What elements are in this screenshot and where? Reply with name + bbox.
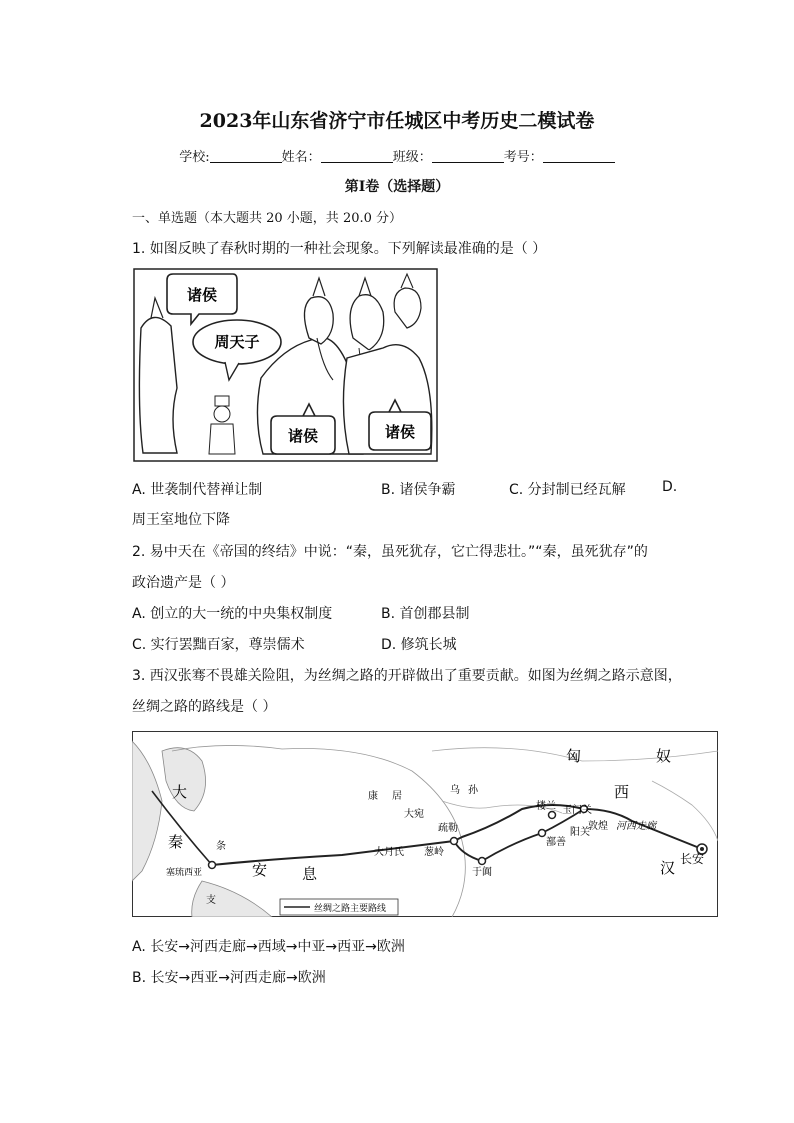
q1-option-d[interactable]: D. (662, 479, 678, 495)
q1-option-b[interactable]: B. 诸侯争霸 (381, 482, 456, 498)
map-legend-label: 丝绸之路主要路线 (314, 904, 387, 914)
map-label-qin: 秦 (168, 833, 184, 851)
map-label-yumenguan: 玉门关 (562, 805, 592, 816)
exam-title: 2023年山东省济宁市任城区中考历史二模试卷 (199, 110, 595, 132)
silk-road-map (132, 731, 718, 917)
map-label-tiao: 条 (216, 841, 226, 852)
map-label-dunhuang: 敦煌 (588, 821, 608, 832)
map-label-xi-region: 西 (614, 783, 630, 801)
section-title: 第I卷（选择题） (344, 179, 450, 195)
question-2-stem-line1: 2. 易中天在《帝国的终结》中说：“秦，虽死犹存，它亡得悲壮。”“秦，虽死犹存”的 (132, 544, 648, 560)
class-blank[interactable] (432, 150, 504, 163)
cartoon-label-top: 诸侯 (186, 286, 218, 304)
exam-no-label: 考号： (503, 150, 543, 165)
question-3-stem-line2: 丝绸之路的路线是（ ） (132, 699, 277, 715)
map-label-shule: 疏勒 (438, 823, 458, 834)
q2-option-d[interactable]: D. 修筑长城 (381, 637, 457, 653)
name-label: 姓名： (281, 150, 321, 165)
cartoon-label-bottom-right: 诸侯 (384, 423, 416, 441)
question-1-cartoon (133, 268, 438, 462)
map-label-dawan: 大宛 (404, 809, 424, 820)
school-blank[interactable] (210, 150, 282, 163)
map-label-xi: 息 (302, 865, 318, 883)
exam-no-blank[interactable] (543, 150, 615, 163)
map-label-han: 汉 (660, 859, 676, 877)
cartoon-label-bottom-left: 诸侯 (287, 427, 319, 445)
q1-option-d-text[interactable]: 周王室地位下降 (132, 512, 230, 528)
map-label-da: 大 (172, 783, 188, 801)
school-label: 学校: (179, 150, 210, 165)
map-label-hexi: 河西走廊 (616, 821, 656, 832)
map-label-loulan: 楼兰 (536, 801, 556, 812)
student-info-line (0, 146, 794, 165)
cartoon-label-center: 周天子 (214, 333, 260, 351)
q2-option-c[interactable]: C. 实行罢黜百家，尊崇儒术 (132, 637, 305, 653)
map-label-seleucia: 塞琉西亚 (166, 868, 203, 878)
q2-option-a[interactable]: A. 创立的大一统的中央集权制度 (132, 606, 333, 622)
q1-option-a[interactable]: A. 世袭制代替禅让制 (132, 482, 263, 498)
map-label-shanshan: 鄯善 (546, 837, 566, 848)
name-blank[interactable] (321, 150, 393, 163)
question-3-stem-line1: 3. 西汉张骞不畏雄关险阻，为丝绸之路的开辟做出了重要贡献。如图为丝绸之路示意图， (132, 668, 682, 684)
part-label: 一、单选题（本大题共 20 小题，共 20.0 分） (132, 211, 403, 226)
map-label-wu: 乌 (450, 785, 460, 796)
q3-option-a[interactable]: A. 长安→河西走廊→西域→中亚→西亚→欧洲 (132, 939, 405, 955)
map-label-dayuezhi: 大月氏 (374, 847, 404, 858)
q1-option-c[interactable]: C. 分封制已经瓦解 (509, 482, 626, 498)
map-label-congling: 葱岭 (424, 847, 444, 858)
class-label: 班级： (392, 150, 432, 165)
q2-option-b[interactable]: B. 首创郡县制 (381, 606, 470, 622)
map-label-an: 安 (252, 861, 268, 879)
map-label-xiong: 匈 (566, 747, 582, 765)
question-1-stem: 1. 如图反映了春秋时期的一种社会现象。下列解读最准确的是（ ） (132, 241, 547, 257)
question-2-stem-line2: 政治遗产是（ ） (132, 575, 235, 591)
map-label-yangguan: 阳关 (570, 827, 590, 838)
map-label-yutian: 于阗 (472, 867, 492, 878)
map-label-changan: 长安 (680, 852, 705, 866)
map-label-zhi: 支 (206, 895, 216, 906)
map-label-ju: 居 (392, 791, 402, 802)
map-label-sun: 孙 (468, 785, 478, 796)
map-label-nu: 奴 (656, 747, 672, 765)
q3-option-b[interactable]: B. 长安→西亚→河西走廊→欧洲 (132, 970, 326, 986)
map-label-kang: 康 (368, 791, 378, 802)
